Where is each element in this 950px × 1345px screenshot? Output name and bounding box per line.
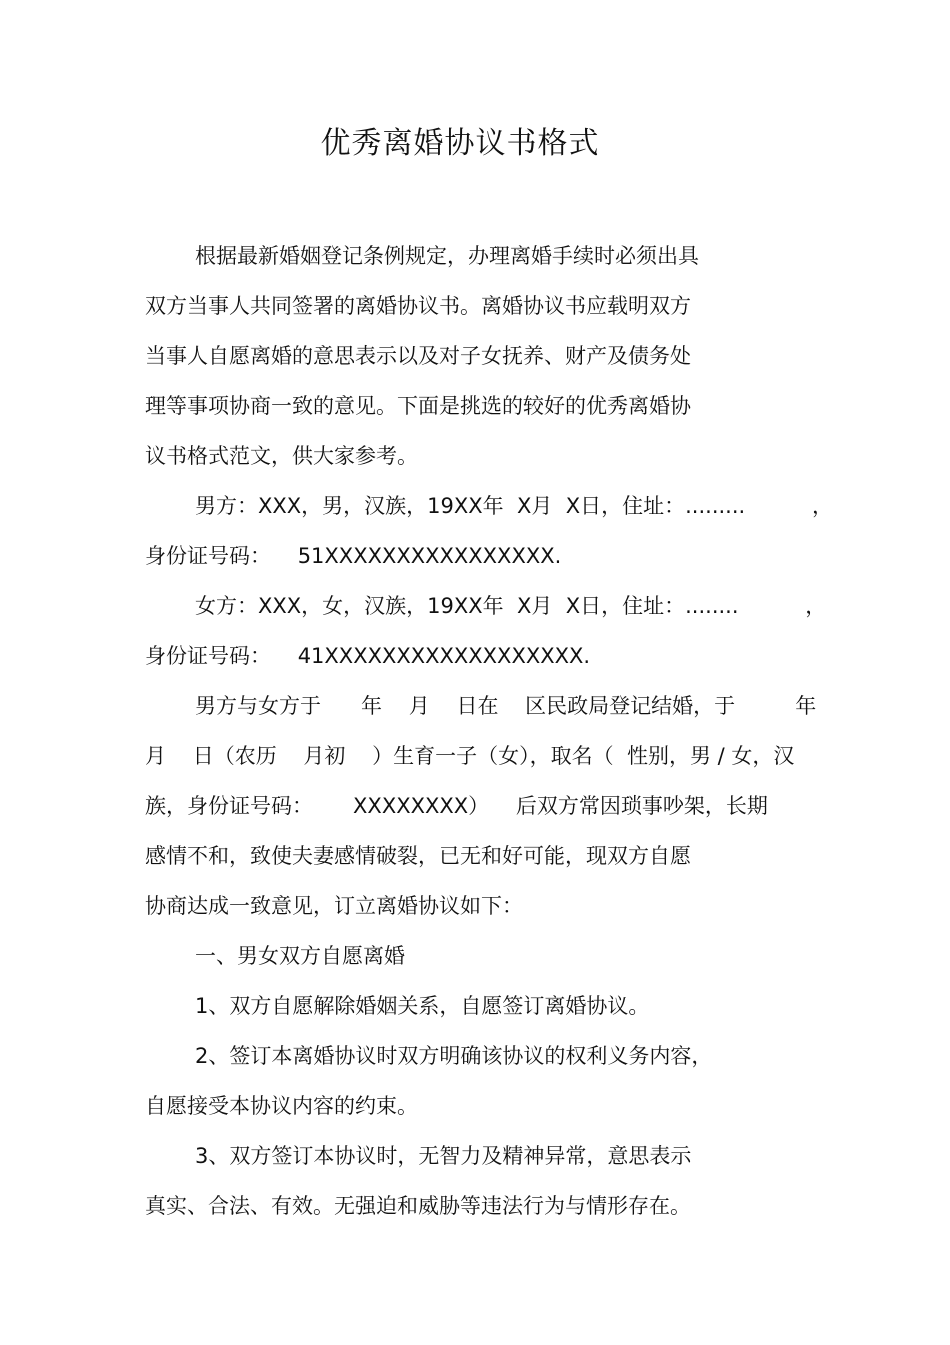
- clause-item: 3、双方签订本协议时，无智力及精神异常，意思表示: [195, 1144, 692, 1168]
- paragraph-line: 理等事项协商一致的意见。下面是挑选的较好的优秀离婚协: [145, 394, 691, 418]
- paragraph-line: 议书格式范文，供大家参考。: [145, 444, 418, 468]
- paragraph-line: 当事人自愿离婚的意思表示以及对子女抚养、财产及债务处: [145, 344, 691, 368]
- paragraph-line: 身份证号码： 41XXXXXXXXXXXXXXXXXX.: [145, 644, 591, 668]
- paragraph-line: 男方：XXX，男，汉族，19XX年 X月 X日，住址：......... ，: [195, 494, 833, 518]
- paragraph-line: 身份证号码： 51XXXXXXXXXXXXXXXX.: [145, 544, 562, 568]
- paragraph-line: 协商达成一致意见，订立离婚协议如下：: [145, 894, 523, 918]
- paragraph-line: 女方：XXX，女，汉族，19XX年 X月 X日，住址：........ ，: [195, 594, 827, 618]
- clause-item: 1、双方自愿解除婚姻关系，自愿签订离婚协议。: [195, 994, 650, 1018]
- paragraph-line: 根据最新婚姻登记条例规定，办理离婚手续时必须出具: [195, 244, 699, 268]
- section-heading: 一、男女双方自愿离婚: [195, 944, 405, 968]
- clause-item: 2、签订本离婚协议时双方明确该协议的权利义务内容，: [195, 1044, 713, 1068]
- paragraph-line: 月 日（农历 月初 ）生育一子（女），取名（ 性别，男 / 女，汉: [145, 744, 795, 768]
- paragraph-line: 族，身份证号码： XXXXXXXX） 后双方常因琐事吵架，长期: [145, 794, 768, 818]
- paragraph-line: 自愿接受本协议内容的约束。: [145, 1094, 418, 1118]
- paragraph-line: 感情不和，致使夫妻感情破裂，已无和好可能，现双方自愿: [145, 844, 691, 868]
- paragraph-line: 真实、合法、有效。无强迫和威胁等违法行为与情形存在。: [145, 1194, 691, 1218]
- paragraph-line: 双方当事人共同签署的离婚协议书。离婚协议书应载明双方: [145, 294, 691, 318]
- paragraph-line: 男方与女方于 年 月 日在 区民政局登记结婚，于 年: [195, 694, 817, 718]
- document-title: 优秀离婚协议书格式: [320, 126, 600, 161]
